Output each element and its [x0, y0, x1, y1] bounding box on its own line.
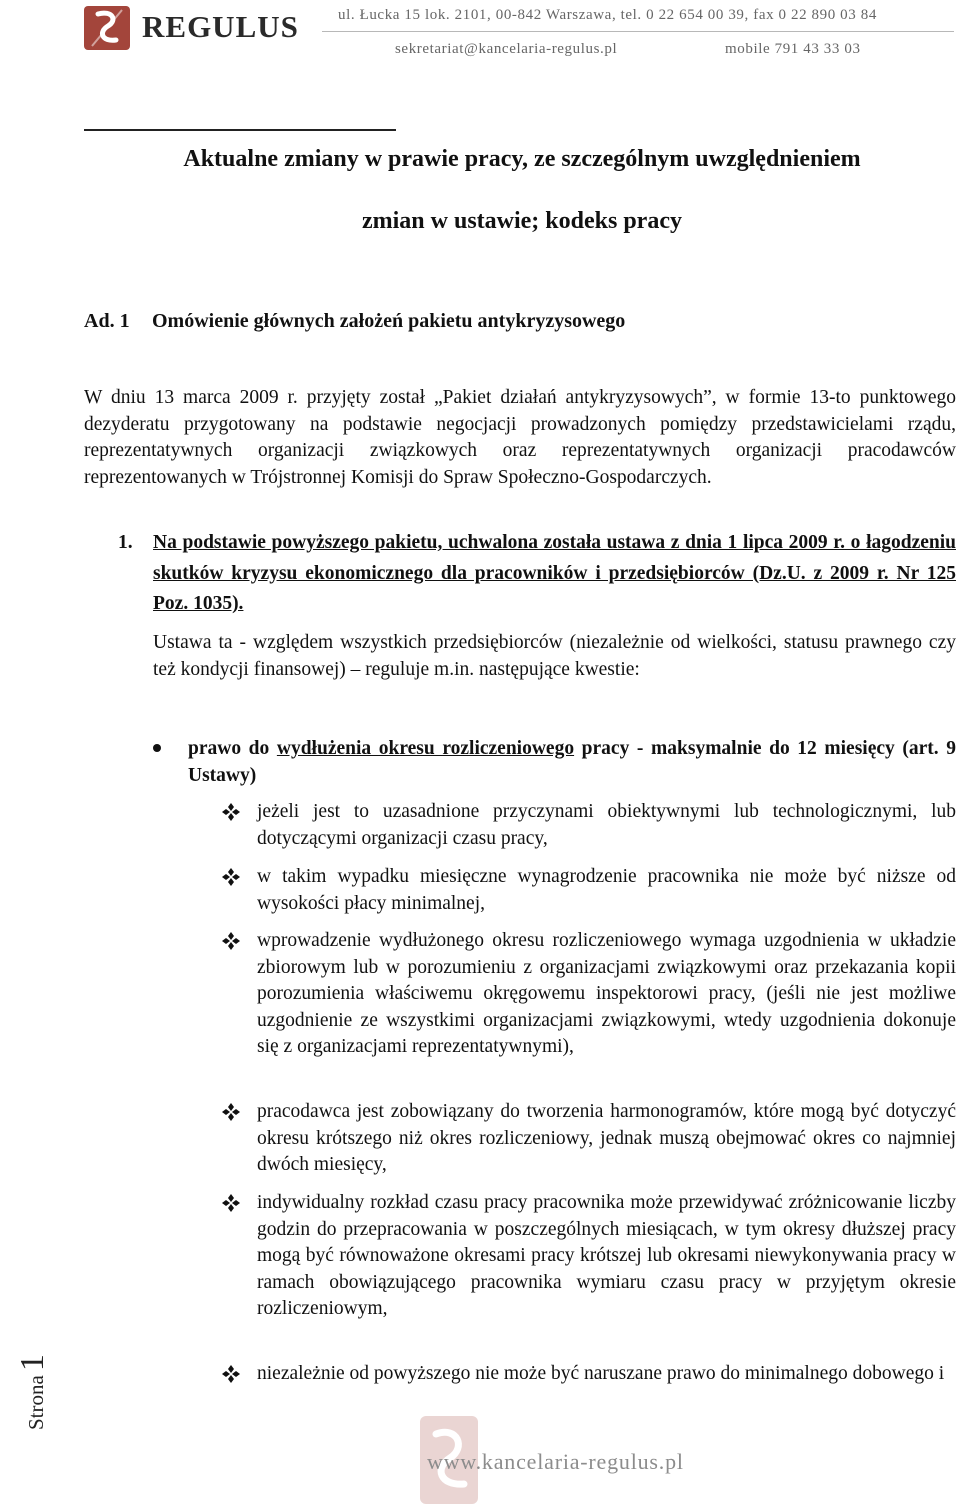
sub-item-text: pracodawca jest zobowiązany do tworzenia harmonogramów, które mogą być dotyczyć okresu krótszego niż okres rozliczeniowy, jednak muszą obejmować okres co najmniej dwóch miesięcy,	[257, 1101, 956, 1176]
sub-item-text: jeżeli jest to uzasadnione przyczynami obiektywnymi lub technologicznymi, lub dotyczącymi organizacji czasu pracy,	[257, 801, 956, 849]
regulus-logo-icon	[84, 6, 130, 50]
bullet-text-underlined: wydłużenia okresu rozliczeniowego	[276, 738, 575, 759]
intro-block	[84, 385, 956, 491]
bullet-text-before: prawo do	[188, 738, 277, 759]
sub-item	[221, 799, 956, 852]
page-label-word: Strona	[24, 1375, 48, 1430]
sub-item-text: wprowadzenie wydłużonego okresu rozliczeniowego wymaga uzgodnienia w układzie zbiorowym lub w porozumieniu z organizacjami związkowymi oraz przekazania kopii porozumienia właściwemu okręgowemu inspektorowi pracy, (jeśli nie jest możliwe uzgodnienie ze wszystkimi organizacjami związkowymi, wtedy uzgodnienia dokonuje się z organizacjami reprezentatywnymi),	[257, 930, 956, 1058]
sub-item-text: niezależnie od powyższego nie może być naruszane prawo do minimalnego dobowego i	[257, 1363, 945, 1384]
title-rule	[84, 129, 396, 131]
logo-text: REGULUS	[142, 9, 299, 44]
section-title: Omówienie głównych założeń pakietu antykryzysowego	[152, 310, 626, 332]
numbered-item-number: 1.	[118, 532, 133, 553]
bullet-text	[188, 736, 956, 789]
sub-item	[221, 1190, 956, 1323]
numbered-item-text: Na podstawie powyższego pakietu, uchwalona została ustawa z dnia 1 lipca 2009 r. o łagodzeniu skutków kryzysu ekonomicznego dla pracowników i przedsiębiorców (Dz.U. z 2009 r. Nr 125 Poz. 1035).	[153, 532, 956, 614]
bullet-text-after: pracy - maksymalnie do 12 miesięcy (art. 9 Ustawy)	[188, 738, 956, 786]
page-number-label	[14, 1354, 52, 1430]
ustawa-block	[153, 630, 956, 683]
bullet-dot-icon	[153, 744, 161, 752]
four-diamond-icon	[221, 802, 241, 822]
document-title-line-2: zmian w ustawie; kodeks pracy	[361, 208, 682, 234]
four-diamond-icon	[221, 867, 241, 887]
four-diamond-icon	[221, 1102, 241, 1122]
four-diamond-icon	[221, 1193, 241, 1213]
four-diamond-icon	[221, 931, 241, 951]
sub-item	[221, 928, 956, 1061]
section-number: Ad. 1	[84, 310, 130, 332]
header-mobile: mobile 791 43 33 03	[725, 41, 861, 57]
sub-item-text: w takim wypadku miesięczne wynagrodzenie pracownika nie może być niższe od wysokości płacy minimalnej,	[257, 866, 956, 914]
page-label-number: 1	[14, 1354, 51, 1372]
intro-paragraph: W dniu 13 marca 2009 r. przyjęty został „Pakiet działań antykryzysowych”, w formie 13-to punktowego dezyderatu przygotowany na podstawie negocjacji prowadzonych pomiędzy przedstawicielami rządu, reprezentatywnych organizacji związkowych oraz reprezentatywnych organizacji pracodawców reprezentowanych w Trójstronnej Komisji do Spraw Społeczno-Gospodarczych.	[84, 387, 956, 488]
footer-url[interactable]: www.kancelaria-regulus.pl	[427, 1449, 684, 1474]
document-title-line-1: Aktualne zmiany w prawie pracy, ze szczególnym uwzględnieniem	[183, 146, 861, 172]
sub-item	[221, 1099, 956, 1179]
header-email[interactable]: sekretariat@kancelaria-regulus.pl	[395, 41, 618, 57]
ustawa-paragraph: Ustawa ta - względem wszystkich przedsiębiorców (niezależnie od wielkości, statusu prawnego czy też kondycji finansowej) – reguluje m.in. następujące kwestie:	[153, 632, 956, 680]
header-address: ul. Łucka 15 lok. 2101, 00-842 Warszawa, tel. 0 22 654 00 39, fax 0 22 890 03 84	[338, 7, 877, 23]
numbered-item-1	[118, 528, 956, 620]
bullet-item	[153, 736, 956, 789]
sub-item-text: indywidualny rozkład czasu pracy pracownika może przewidywać zróżnicowanie liczby godzin do przepracowania w poszczególnych miesiącach, w tym okresy dłuższej pracy mogą być równoważone okresami pracy krótszej lub okresami niewykonywania pracy w ramach obowiązującego pracownika wymiaru czasu pracy w przyjętym okresie rozliczeniowym,	[257, 1192, 956, 1320]
section-heading	[84, 309, 625, 333]
sub-item	[221, 864, 956, 917]
sub-item	[221, 1361, 956, 1388]
header-divider	[322, 31, 954, 32]
four-diamond-icon	[221, 1364, 241, 1384]
